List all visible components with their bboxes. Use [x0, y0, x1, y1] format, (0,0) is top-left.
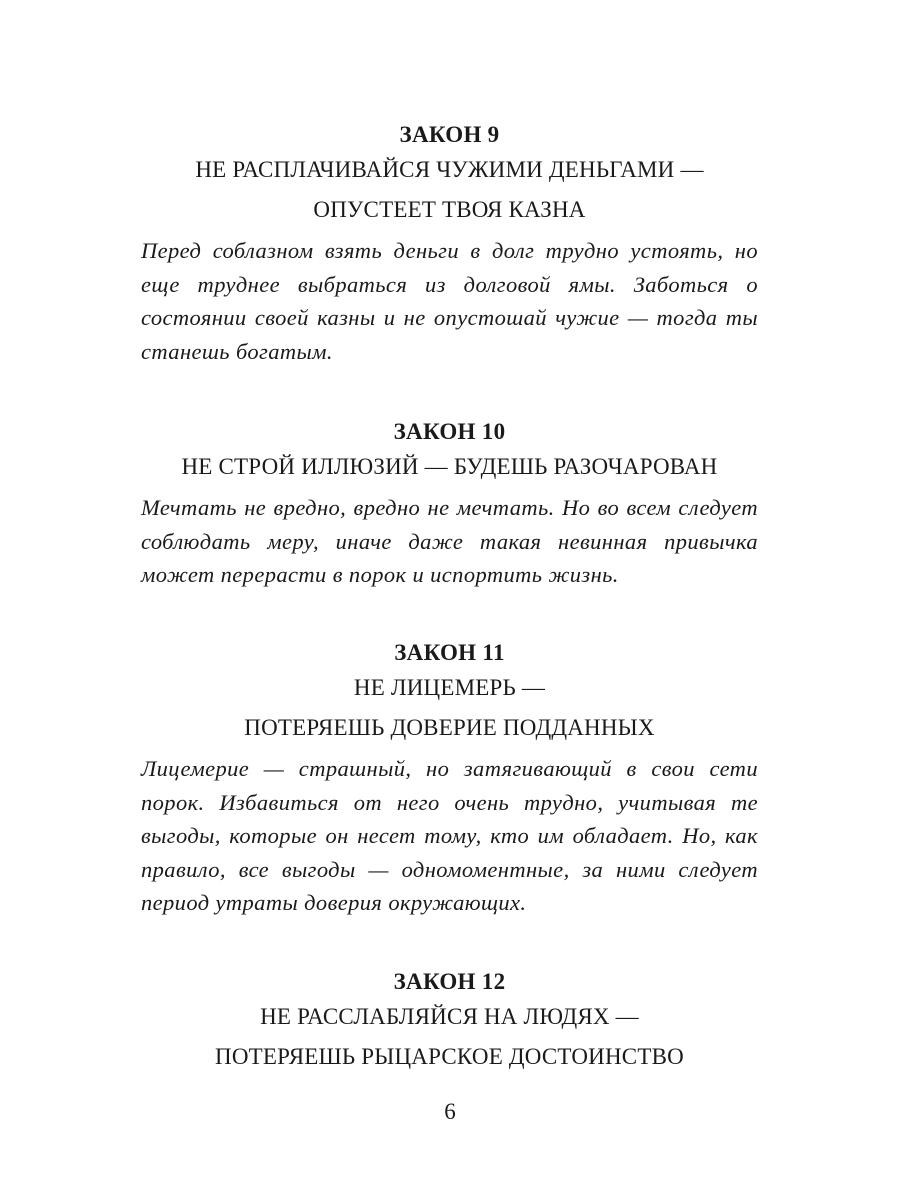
law-title-line: НЕ ЛИЦЕМЕРЬ —: [353, 675, 546, 700]
law-title-line: НЕ СТРОЙ ИЛЛЮЗИЙ — БУДЕШЬ РАЗОЧАРОВАН: [181, 454, 718, 479]
law-description: Перед соблазном взять деньги в долг трудно устоять, но еще труднее выбраться из долговой ямы. Заботься о состоянии своей казны и не опустошай чужие — тогда ты станешь богатым.: [141, 238, 758, 364]
law-10-section: [141, 417, 758, 592]
law-title-line: НЕ РАСПЛАЧИВАЙСЯ ЧУЖИМИ ДЕНЬГАМИ —: [195, 157, 704, 182]
law-title-line: ПОТЕРЯЕШЬ РЫЦАРСКОЕ ДОСТОИНСТВО: [215, 1044, 684, 1069]
law-number: ЗАКОН 10: [393, 419, 506, 444]
law-title: [141, 150, 758, 230]
law-title: [141, 668, 758, 748]
law-title: [141, 447, 758, 487]
page-number: 6: [444, 1099, 456, 1124]
law-9-section: [141, 120, 758, 368]
law-title-line: ОПУСТЕЕТ ТВОЯ КАЗНА: [313, 197, 586, 222]
law-number: ЗАКОН 12: [393, 969, 506, 994]
law-description: Лицемерие — страшный, но затягивающий в свои сети порок. Избавиться от него очень трудно, учитывая те выгоды, которые он несет тому, кто им обладает. Но, как правило, все выгоды — одномоментные, за ними следует период утраты доверия окружающих.: [141, 756, 758, 915]
law-11-section: [141, 638, 758, 920]
law-title: [141, 997, 758, 1077]
law-number: ЗАКОН 9: [399, 122, 500, 147]
law-title-line: НЕ РАССЛАБЛЯЙСЯ НА ЛЮДЯХ —: [260, 1004, 639, 1029]
law-number: ЗАКОН 11: [394, 640, 505, 665]
law-description: Мечтать не вредно, вредно не мечтать. Но во всем следует соблюдать меру, иначе даже такая невинная привычка может перерасти в порок и испортить жизнь.: [141, 495, 758, 587]
law-12-section: [141, 967, 758, 1077]
law-title-line: ПОТЕРЯЕШЬ ДОВЕРИЕ ПОДДАННЫХ: [244, 715, 655, 740]
